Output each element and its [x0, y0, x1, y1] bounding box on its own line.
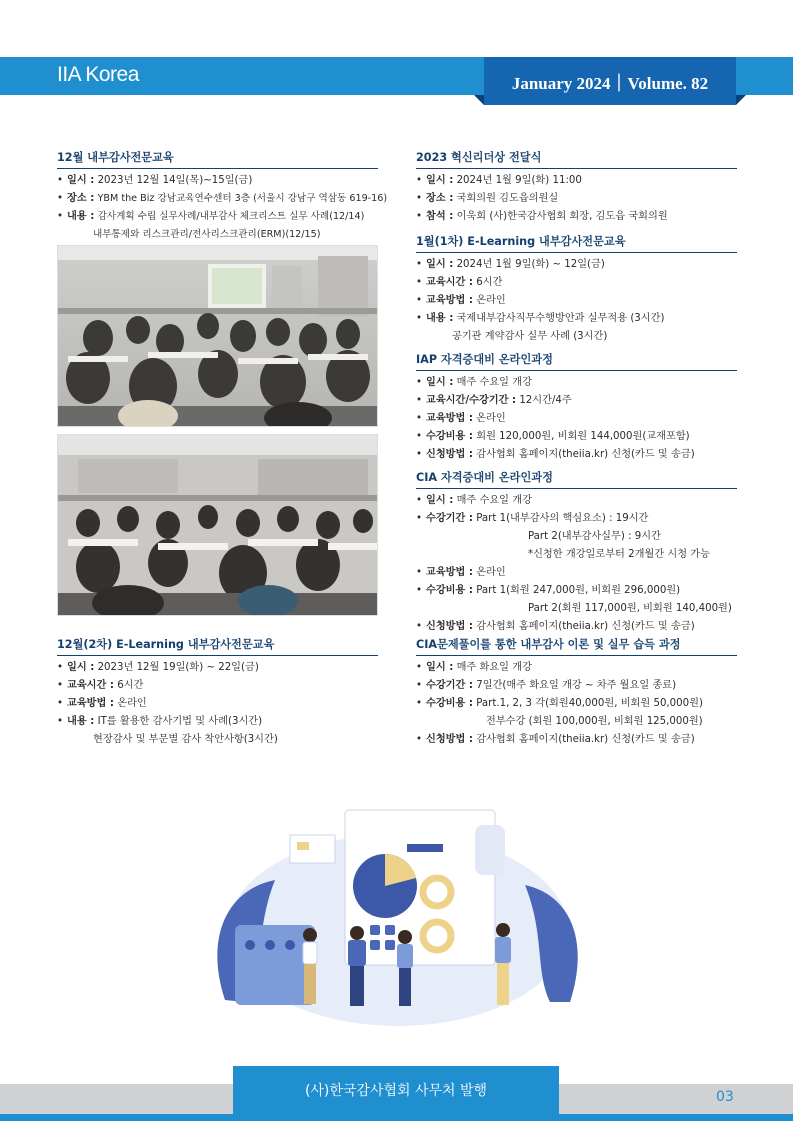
- section-dec-elearning: 12월(2차) E-Learning 내부감사전문교육 • 일시 : 2023년 12월 19일(화) ~ 22일(금) • 교육시간 : 6시간 • 교육방법 : 온라인 • 내용 : IT를 활용한 감사기법 및 사례(3시간) 현장감사 및 부문별 감사 착안사항(3시간): [57, 637, 378, 749]
- section-title: 2023 혁신리더상 전달식: [416, 150, 737, 169]
- calendar-icon: [235, 925, 315, 1005]
- section-title: 12월 내부감사전문교육: [57, 150, 378, 169]
- section-iap: IAP 자격증대비 온라인과정 • 일시 : 매주 수요일 개강 • 교육시간/수강기간 : 12시간/4주 • 교육방법 : 온라인 • 수강비용 : 회원 120,000원, 비회원 144,000원(교재포함) • 신청방법 : 감사협회 홈페이지(theiia.kr) 신청(카드 및 송금): [416, 352, 737, 464]
- section-jan-elearning: 1월(1차) E-Learning 내부감사전문교육 • 일시 : 2024년 1월 9일(화) ~ 12일(금) • 교육시간 : 6시간 • 교육방법 : 온라인 • 내용 : 국제내부감사직무수행방안과 실무적용 (3시간) 공기관 계약감사 실무 사례 (3시간): [416, 234, 737, 346]
- seminar-photo-2: [57, 434, 378, 616]
- seminar-photo-1: [57, 245, 378, 427]
- section-dec-training: 12월 내부감사전문교육 • 일시 : 2023년 12월 14일(목)~15일(금) • 장소 : YBM the Biz 강남교육연수센터 3층 (서울시 강남구 역삼동 619-16) • 내용 : 감사계획 수립 실무사례/내부감사 체크리스트 실무 사례(12/14) 내부통제와 리스크관리/전사리스크관리(ERM)(12/15): [57, 151, 388, 240]
- section-innovation: 2023 혁신리더상 전달식 • 일시 : 2024년 1월 9일(화) 11:00 • 장소 : 국회의원 김도읍의원실 • 참석 : 이욱희 (사)한국감사협회 회장, 김도읍 국회의원: [416, 150, 737, 226]
- header-fold-right: [736, 95, 746, 105]
- section-cia-practice: CIA문제풀이를 통한 내부감사 이론 및 실무 습득 과정 • 일시 : 매주 화요일 개강 • 수강기간 : 7일간(매주 화요일 개강 ~ 차주 월요일 종료) • 수강비용 : Part.1, 2, 3 각(회원40,000원, 비회원 50,000원) 전부수강 (회원 100,000원, 비회원 125,000원) • 신청방법 : 감사협회 홈페이지(theiia.kr) 신청(카드 및 송금): [416, 637, 737, 749]
- footer-line: [0, 1114, 793, 1121]
- section-cia: CIA 자격증대비 온라인과정 • 일시 : 매주 수요일 개강 • 수강기간 : Part 1(내부감사의 핵심요소) : 19시간 Part 2(내부감사실무) : 9시간 *신청한 개강일로부터 2개월간 시청 가능 • 교육방법 : 온라인 • 수강비용 : Part 1(회원 247,000원, 비회원 296,000원) Part 2(회원 117,000원, 비회원 140,400원) • 신청방법 : 감사협회 홈페이지(theiia.kr) 신청(카드 및 송금): [416, 470, 737, 636]
- section-title: 12월(2차) E-Learning 내부감사전문교육: [57, 637, 378, 656]
- section-title: IAP 자격증대비 온라인과정: [416, 352, 737, 371]
- publisher-label: (사)한국감사협회 사무처 발행: [233, 1066, 559, 1114]
- issue-label: January 2024｜Volume. 82: [484, 57, 736, 105]
- brand-logo-text: IIA Korea: [57, 63, 139, 86]
- section-title: CIA 자격증대비 온라인과정: [416, 470, 737, 489]
- section-title: 1월(1차) E-Learning 내부감사전문교육: [416, 234, 737, 253]
- page-number: 03: [716, 1089, 734, 1105]
- section-title: CIA문제풀이를 통한 내부감사 이론 및 실무 습득 과정: [416, 637, 737, 656]
- header-fold-left: [474, 95, 484, 105]
- data-analysis-illustration: [185, 770, 611, 1032]
- person-1: [303, 928, 317, 1004]
